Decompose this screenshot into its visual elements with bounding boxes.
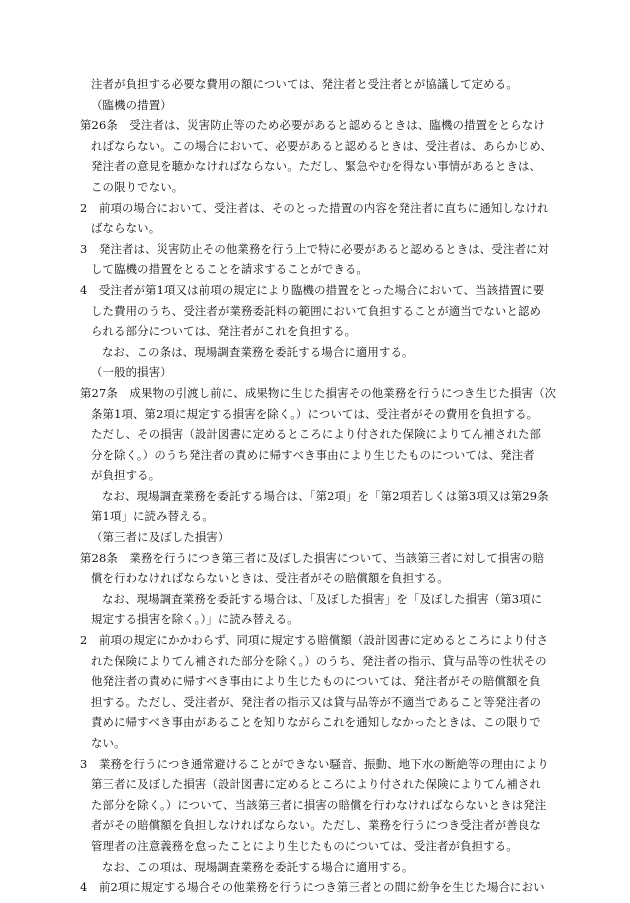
document-body <box>80 74 560 898</box>
text-line: 条第1項、第2項に規定する損害を除く。）については、受注者がその費用を負担する。 <box>91 406 539 421</box>
text-line: が負担する。 <box>91 468 161 483</box>
text-line: （第三者に及ぼした損害） <box>91 530 230 545</box>
text-line: れた保険によりてん補された部分を除く。）のうち、発注者の指示、貸与品等の性状その <box>91 653 547 668</box>
text-line: 第28条 業務を行うにつき第三者に及ぼした損害について、当該第三者に対して損害の賠 <box>80 550 545 565</box>
text-line: 2 前項の規定にかかわらず、同項に規定する賠償額（設計図書に定めるところにより付さ <box>80 633 549 648</box>
text-line: して臨機の措置をとることを請求することができる。 <box>91 262 368 277</box>
text-line: なお、現場調査業務を委託する場合は、「及ぼした損害」を「及ぼした損害（第3項に <box>102 591 543 606</box>
text-line: 発注者の意見を聴かなければならない。ただし、緊急やむを得ない事情があるときは、 <box>91 159 542 174</box>
text-line: ただし、その損害（設計図書に定めるところにより付された保険によりてん補された部 <box>91 427 542 442</box>
text-line: た部分を除く。）について、当該第三者に損害の賠償を行わなければならないときは発注 <box>91 797 547 812</box>
text-line: 規定する損害を除く。）」に読み替える。 <box>91 612 299 627</box>
text-line: した費用のうち、受注者が業務委託料の範囲において負担することが適当でないと認め <box>91 303 542 318</box>
text-line: 3 発注者は、災害防止その他業務を行う上で特に必要があると認めるときは、受注者に対 <box>80 241 550 256</box>
text-line: 責めに帰すべき事由があることを知りながらこれを通知しなかったときは、この限りで <box>91 715 541 730</box>
text-line: 管理者の注意義務を怠ったことにより生じたものについては、受注者が負担する。 <box>91 838 518 853</box>
text-line: （臨機の措置） <box>91 97 172 112</box>
text-line: 4 前2項に規定する場合その他業務を行うにつき第三者との間に紛争を生じた場合におい <box>80 880 545 895</box>
text-line: ばならない。 <box>91 221 161 236</box>
text-line: この限りでない。 <box>91 179 184 194</box>
text-line: 2 前項の場合において、受注者は、そのとった措置の内容を発注者に直ちに通知しなけれ <box>80 200 549 215</box>
text-line: 3 業務を行うにつき通常避けることができない騒音、振動、地下水の断絶等の理由により <box>80 756 549 771</box>
text-line: られる部分については、発注者がこれを負担する。 <box>91 324 357 339</box>
text-line: 4 受注者が第1項又は前項の規定により臨機の措置をとった場合において、当該措置に要 <box>80 282 545 297</box>
text-line: 第1項」に読み替える。 <box>91 509 214 524</box>
text-line: 注者が負担する必要な費用の額については、発注者と受注者とが協議して定める。 <box>91 77 518 91</box>
text-line: なお、この条は、現場調査業務を委託する場合に適用する。 <box>102 344 414 359</box>
text-line: 担する。ただし、受注者が、発注者の指示又は貸与品等が不適当であること等発注者の <box>91 694 542 709</box>
text-line: ればならない。この場合において、必要があると認めるときは、受注者は、あらかじめ、 <box>91 138 552 153</box>
text-line: 者がその賠償額を負担しなければならない。ただし、業務を行うにつき受注者が善良な <box>91 818 541 833</box>
text-line: なお、この項は、現場調査業務を委託する場合に適用する。 <box>102 859 414 874</box>
text-line: 第26条 受注者は、災害防止等のため必要があると認めるときは、臨機の措置をとらなけ <box>80 118 545 133</box>
text-line: 第27条 成果物の引渡し前に、成果物に生じた損害その他業務を行うにつき生じた損害（次 <box>80 385 557 400</box>
text-line: （一般的損害） <box>91 365 172 380</box>
text-line: なお、現場調査業務を委託する場合は、「第2項」を「第2項若しくは第3項又は第29条 <box>102 488 549 503</box>
text-line: 他発注者の責めに帰すべき事由により生じたものについては、発注者がその賠償額を負 <box>91 674 541 689</box>
text-line: 償を行わなければならないときは、受注者がその賠償額を負担する。 <box>91 571 449 586</box>
text-line: ない。 <box>91 736 126 750</box>
text-line: 分を除く。）のうち発注者の責めに帰すべき事由により生じたものについては、発注者 <box>91 447 535 462</box>
text-line: 第三者に及ぼした損害（設計図書に定めるところにより付された保険によりてん補され <box>91 777 542 792</box>
